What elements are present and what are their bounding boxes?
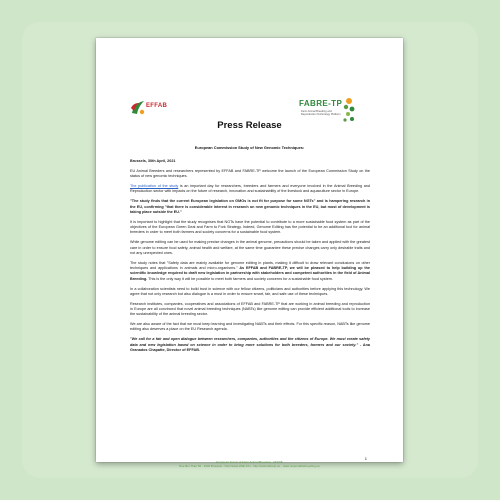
- quote-attribution: - Ana Granados Chapatte, Director of EFFAB.: [130, 342, 371, 352]
- page-title: Press Release: [217, 120, 282, 131]
- paragraph-4: It is important to highlight that the study recognises that NGTs have the potential to contribute to a more sustainable food system as part of the objectives of the European Green Deal and Farm to Fork Strategy. Indeed, Genome Editing has the potential to be an additional tool for animal breeders in order to meet both farmers and society concerns for a sustainable food system.: [130, 219, 370, 235]
- dateline: Brussels, 30th April, 2021: [130, 159, 176, 163]
- director-quote: "We call for a fair and open dialogue between researchers, companies, authorities and the citizens of Europe. We must create safety data and new legislation based on science in order to bring more solutions for both breeders, farmers and our society.": [130, 337, 370, 347]
- paragraph-10: [130, 337, 370, 353]
- paragraph-2: [130, 184, 370, 195]
- paragraph-2-text: is an important day for researchers, breeders and farmers and everyone involved in the Animal Breeding and Reproduction sector with impacts on the future of research, innovation and sustainability of the livestock and aquaculture sector in Europe.: [130, 184, 370, 194]
- article-body: [130, 159, 370, 358]
- paragraph-6-bold: As EFFAB and FABRE-TP, we will be pleased to help building up the scientific knowledge required to draft new legislation in partnership with stakeholders and competent authorities in the field of Animal Breeding.: [130, 266, 370, 281]
- effab-emblem-icon: [130, 99, 146, 117]
- paragraph-6-text: The study notes that "Safety data are mainly available for genome editing in plants, making it difficult to draw relevant conclusions on other techniques and applications in animals and micro-organisms.": [130, 260, 370, 271]
- effab-logo-text: EFFAB: [146, 103, 168, 109]
- paragraph-5: While genome editing can be used for making precise changes in the animal genome, precautions should be taken and applied with the greatest care in order to ensure food safety, animal health and welfare, at the same time guarantee these precise changes carry only desirable traits and not any unexpected ones.: [130, 240, 370, 255]
- paragraph-1: EU Animal Breeders and researchers represented by EFFAB and FABRE-TP welcome the launch of the European Commission Study on the status of new genomic techniques.: [130, 168, 370, 179]
- paragraph-6-end: This is the only way it will be possible to meet both farmers and society concerns for a sustainable food system.: [147, 276, 333, 281]
- effab-logo: [130, 99, 176, 121]
- subtitle: European Commission Study of New Genomic Techniques:: [194, 145, 305, 150]
- paragraph-9: We are also aware of the fact that we must keep learning and investigating NABTs and their effects. For this specific reason, NABTs like genome editing also deserves a place on the EU Research agenda.: [130, 322, 370, 332]
- footer-line-2: Rue Ber Thier 56 - 1040 Brussels - http://www.effab.info - http://www.fabretp.eu - www.responsiblebreeding.eu: [179, 463, 320, 468]
- fabre-tp-tagline: Farm Animal Breeding and Reproduction Technology Platform: [301, 110, 341, 116]
- fabre-tp-logo-text: FABRE-TP: [299, 99, 343, 108]
- page-number: 1: [364, 456, 367, 461]
- paragraph-3: "The study finds that the current European legislation on GMOs is not fit for purpose for some NGTs" and is hampering research in the EU, confirming "that there is considerable interest in research on new genomic techniques in the EU, but most of development is taking place outside the EU.": [130, 199, 370, 214]
- page-footer: [96, 461, 403, 469]
- study-link[interactable]: The publication of the study: [130, 184, 179, 189]
- paragraph-6: [130, 261, 370, 282]
- paragraph-7: In a collaboration scientists need to build trust in science with our fellow citizens, politicians and authorities before applying this technology. We agree that not only research but also dialogue is a must in order to ensure smart, fair, and safe use of these techniques.: [130, 286, 370, 296]
- document-page: [96, 38, 403, 468]
- footer-line-1: European Forum of Farm Animal Breeders - EFFAB: [216, 460, 283, 464]
- paragraph-8: Research institutes, companies, cooperatives and associations of EFFAB and FABRE-TP that are working in animal breeding and reproduction in Europe are all convinced that novel animal breeding techniques (NABTs) like genome editing can provide efficient additional tools to increase the sustainability of the animal breeding sector.: [130, 301, 370, 317]
